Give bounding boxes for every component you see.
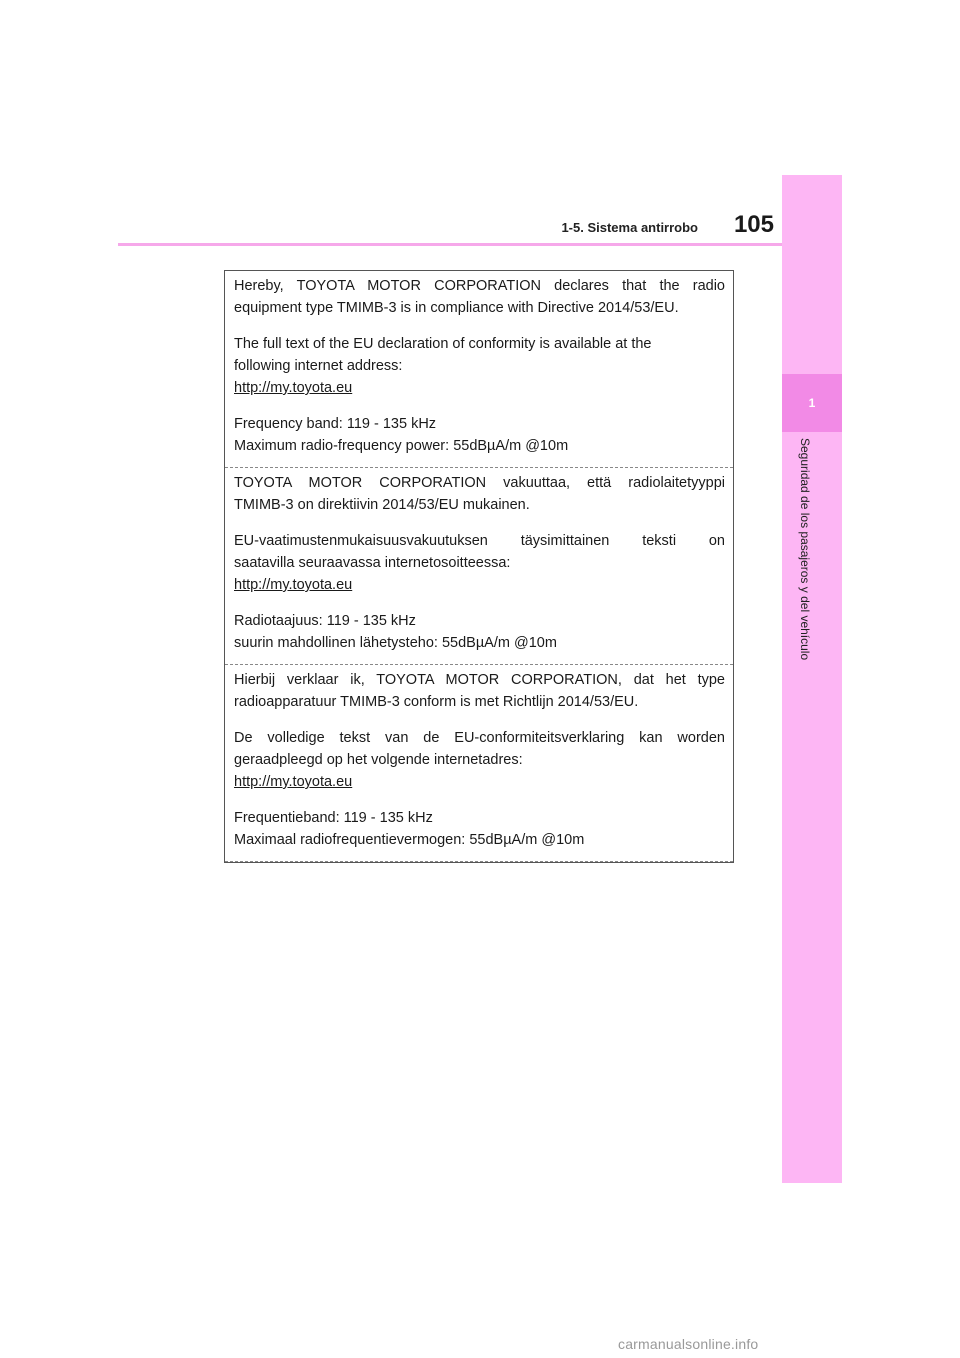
full-text-statement: The full text of the EU declaration of conformity is available at the [234,336,652,352]
declaration-url-link[interactable]: http://my.toyota.eu [234,577,353,593]
declaration-block-nl [225,665,733,862]
declaration-text: Hierbij verklaar ik, TOYOTA MOTOR CORPORATION, dat het type [234,672,725,688]
declaration-text: equipment type TMIMB-3 is in compliance with Directive 2014/53/EU. [234,300,679,316]
full-text-statement: EU-vaatimustenmukaisuusvakuutuksen täysimittainen teksti on [234,533,725,549]
page-number: 105 [733,211,774,238]
full-text-statement: saatavilla seuraavassa internetosoitteessa: [234,555,511,571]
chapter-tab[interactable] [782,374,842,432]
declaration-table [224,270,734,863]
declaration-block-fi [225,468,733,665]
full-text-statement: following internet address: [234,358,403,374]
declaration-text: Hereby, TOYOTA MOTOR CORPORATION declares that the radio [234,278,725,294]
watermark-text: carmanualsonline.info [618,1336,759,1352]
side-tab [782,175,842,1183]
declaration-text: TOYOTA MOTOR CORPORATION vakuuttaa, että radiolaitetyyppi [234,475,725,491]
full-text-statement: De volledige tekst van de EU-conformiteitsverklaring kan worden [234,730,725,746]
chapter-number: 1 [808,396,816,410]
section-title: 1-5. Sistema antirrobo [561,220,698,235]
max-power: Maximaal radiofrequentievermogen: 55dBµA/m @10m [234,832,585,848]
max-power: Maximum radio-frequency power: 55dBµA/m @10m [234,438,569,454]
declaration-text: TMIMB-3 on direktiivin 2014/53/EU mukainen. [234,497,530,513]
max-power: suurin mahdollinen lähetysteho: 55dBµA/m @10m [234,635,557,651]
chapter-label: Seguridad de los pasajeros y del vehículo [798,438,812,661]
frequency-band: Radiotaajuus: 119 - 135 kHz [234,613,416,629]
declaration-text: radioapparatuur TMIMB-3 conform is met Richtlijn 2014/53/EU. [234,694,639,710]
header-divider [118,243,782,246]
declaration-block-en [225,271,733,468]
full-text-statement: geraadpleegd op het volgende internetadres: [234,752,523,768]
declaration-url-link[interactable]: http://my.toyota.eu [234,380,353,396]
frequency-band: Frequentieband: 119 - 135 kHz [234,810,433,826]
declaration-url-link[interactable]: http://my.toyota.eu [234,774,353,790]
frequency-band: Frequency band: 119 - 135 kHz [234,416,437,432]
